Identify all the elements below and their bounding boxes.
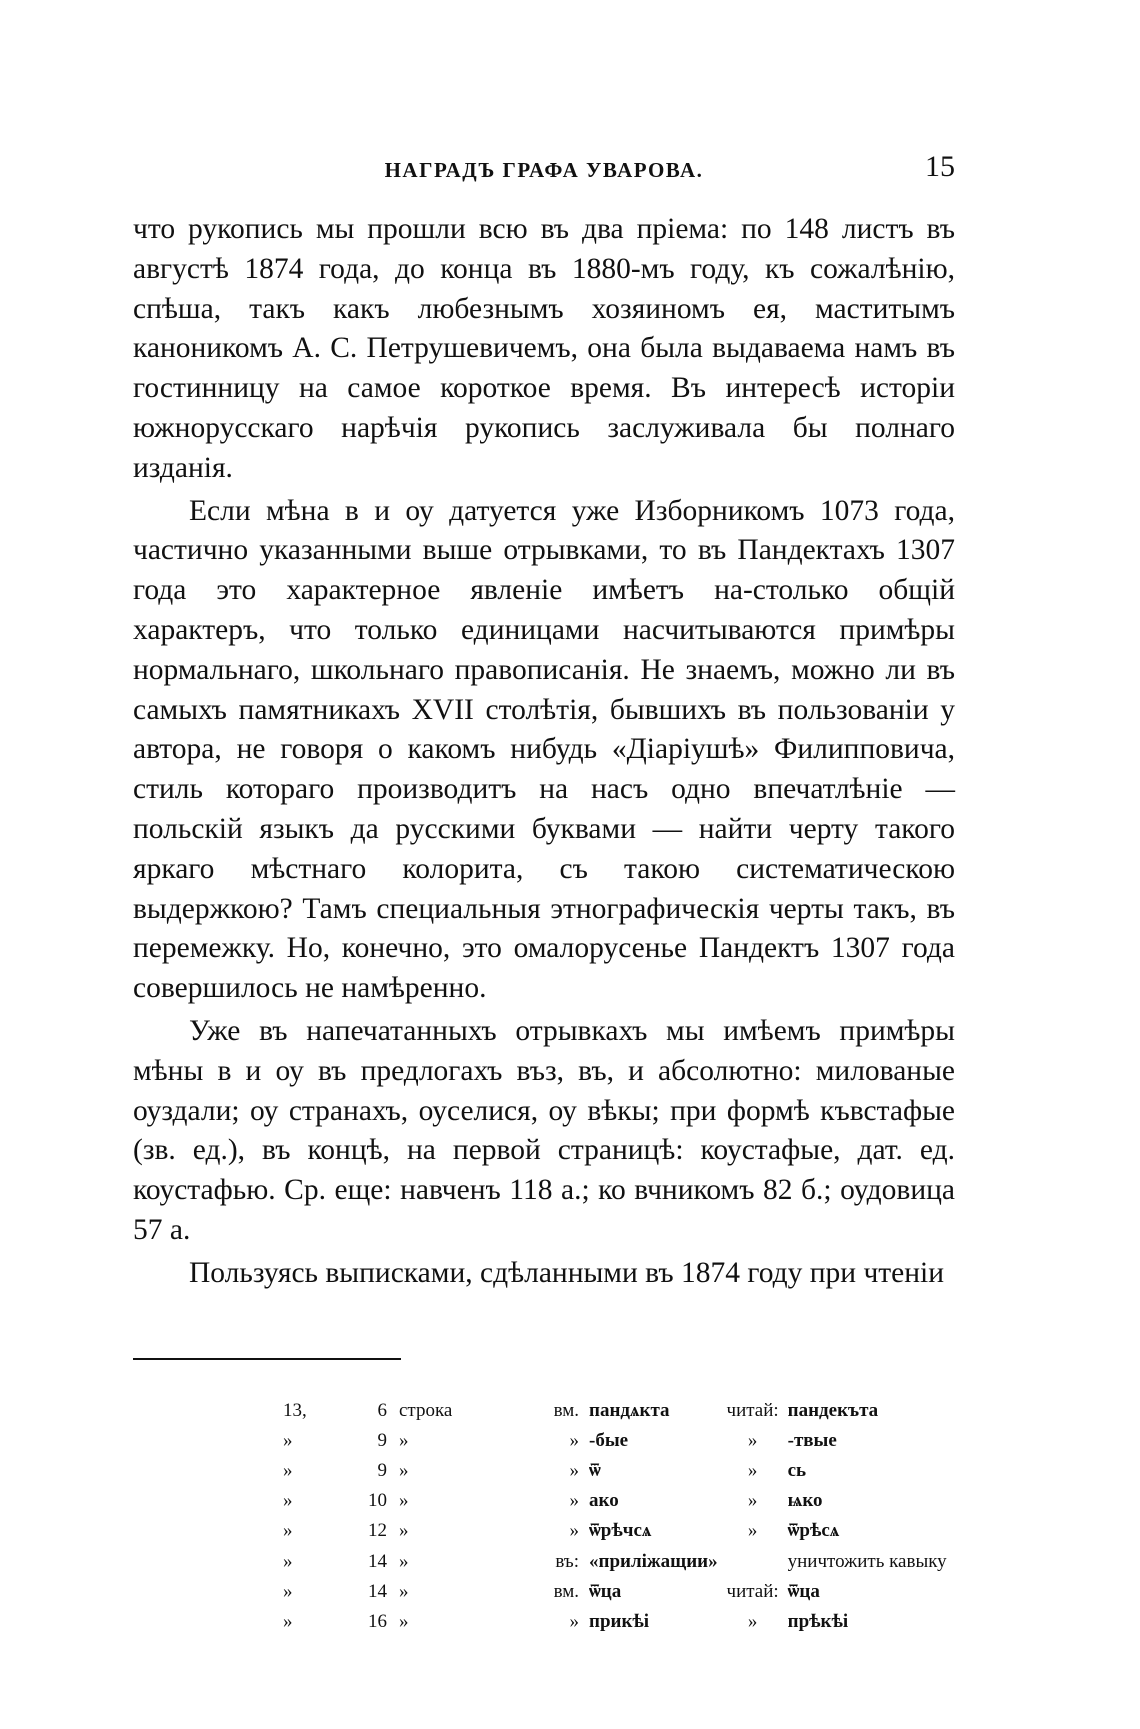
errata-line: 10 [368, 1490, 387, 1512]
footnote-rule [133, 1358, 401, 1360]
errata-row [283, 1577, 947, 1607]
errata-marker: » [569, 1459, 579, 1481]
errata-row [283, 1607, 947, 1637]
errata-marker: » [569, 1610, 579, 1632]
errata-row [283, 1516, 947, 1546]
errata-right: -твые [787, 1429, 837, 1451]
errata-page: » [283, 1429, 293, 1451]
errata-line: 14 [368, 1550, 387, 1572]
paragraph-4: Пользуясь выписками, сдѣланными въ 1874 году при чтеніи [189, 1256, 945, 1289]
errata-wrong: прикѣi [589, 1610, 650, 1632]
errata-page: » [283, 1550, 293, 1572]
errata-wrong: ако [589, 1490, 619, 1512]
errata-right: сь [787, 1459, 807, 1481]
errata-marker: » [569, 1520, 579, 1542]
errata-marker-read: читай: [726, 1580, 779, 1602]
errata-wrong: пандѧкта [589, 1399, 670, 1421]
errata-marker-read: » [747, 1490, 758, 1512]
errata-marker-read: » [747, 1459, 758, 1481]
book-page [133, 150, 955, 1637]
errata-unit: » [399, 1580, 409, 1602]
errata-unit: » [399, 1520, 409, 1542]
running-title: НАГРАДЪ ГРАФА УВАРОВА. [384, 158, 704, 182]
page-number: 15 [925, 150, 955, 183]
errata-marker: » [569, 1429, 579, 1451]
errata-marker: » [569, 1490, 579, 1512]
errata-right: ѿрѣсѧ [787, 1520, 840, 1542]
errata-right: прѣкѣi [787, 1610, 849, 1632]
errata-line: 9 [377, 1459, 387, 1481]
errata-wrong: ѿ [589, 1459, 601, 1481]
errata-row [283, 1396, 947, 1426]
errata-wrong: «приліжащии» [589, 1550, 718, 1572]
errata-marker-read: » [747, 1610, 758, 1632]
errata-marker-read: » [747, 1429, 758, 1451]
errata-unit: » [399, 1550, 409, 1572]
errata-wrong: ѿца [589, 1580, 622, 1602]
errata-right: ѿца [787, 1580, 820, 1602]
errata-page: » [283, 1490, 293, 1512]
errata-line: 12 [368, 1520, 387, 1542]
errata-unit: » [399, 1459, 409, 1481]
errata-row [283, 1486, 947, 1516]
errata-unit: » [399, 1429, 409, 1451]
errata-row [283, 1456, 947, 1486]
errata-marker: вм. [553, 1399, 579, 1421]
paragraph-3: Уже въ напечатанныхъ отрывкахъ мы имѣемъ примѣры мѣны в и оу въ предлогахъ въз, въ, и абсолютно: милованые оуздали; оу странахъ, оуселися, оу вѣкы; при формѣ къвстафые (зв. ед.), въ концѣ, на первой страницѣ: коустафые, дат. ед. коустафью. Ср. еще: навченъ 118 а.; ко вчникомъ 82 б.; оудовица 57 а. [133, 1014, 955, 1246]
errata-marker: вм. [553, 1580, 579, 1602]
errata-line: 14 [368, 1580, 387, 1602]
errata-wrong: -бые [589, 1429, 629, 1451]
errata-unit: строка [399, 1399, 453, 1421]
errata-page: » [283, 1610, 293, 1632]
errata-unit: » [399, 1490, 409, 1512]
errata-table [283, 1396, 947, 1638]
errata-page: 13, [283, 1399, 307, 1421]
errata-row [283, 1426, 947, 1456]
errata-right: ѩко [787, 1490, 823, 1512]
errata-page: » [283, 1520, 293, 1542]
errata-marker: въ: [555, 1550, 579, 1572]
paragraph-1: что рукопись мы прошли всю въ два пріема: по 148 листъ въ августѣ 1874 года, до конца въ 1880-мъ году, къ сожалѣнію, спѣша, такъ какъ любезнымъ хозяиномъ ея, маститымъ каноникомъ А. С. Петрушевичемъ, она была выдаваема намъ въ гостинницу на самое короткое время. Въ интересѣ исторіи южнорусскаго нарѣчія рукопись заслуживала бы полнаго изданія. [133, 213, 955, 484]
errata-line: 9 [377, 1429, 387, 1451]
errata-row [283, 1547, 947, 1577]
running-head [133, 150, 955, 190]
errata-marker-read [718, 1547, 788, 1577]
errata-marker-read: читай: [726, 1399, 779, 1421]
errata-page: » [283, 1459, 293, 1481]
errata-wrong: ѿрѣчсѧ [589, 1520, 652, 1542]
errata-page: » [283, 1580, 293, 1602]
errata-marker-read: » [747, 1520, 758, 1542]
errata-line: 16 [368, 1610, 387, 1632]
errata-right: пандекъта [787, 1399, 879, 1421]
body-text [133, 210, 955, 1294]
errata-right: уничтожить кавыку [787, 1550, 947, 1572]
paragraph-2: Если мѣна в и оу датуется уже Изборникомъ 1073 года, частично указанными выше отрывками, то въ Пандектахъ 1307 года это характерное явленіе имѣетъ на-столько общій характеръ, что только единицами насчитываются примѣры нормальнаго, школьнаго правописанія. Не знаемъ, можно ли въ самыхъ памятникахъ XVII столѣтія, бывшихъ въ пользованіи у автора, не говоря о какомъ нибудь «Діаріушѣ» Филипповича, стиль котораго производитъ на насъ одно впечатлѣніе — польскій языкъ да русскими буквами — найти черту такого яркаго мѣстнаго колорита, съ такою систематическою выдержкою? Тамъ специальныя этнографическія черты такъ, въ перемежку. Но, конечно, это омалорусенье Пандектъ 1307 года совершилось не намѣренно. [133, 494, 955, 1005]
errata-line: 6 [377, 1399, 387, 1421]
errata-unit: » [399, 1610, 409, 1632]
